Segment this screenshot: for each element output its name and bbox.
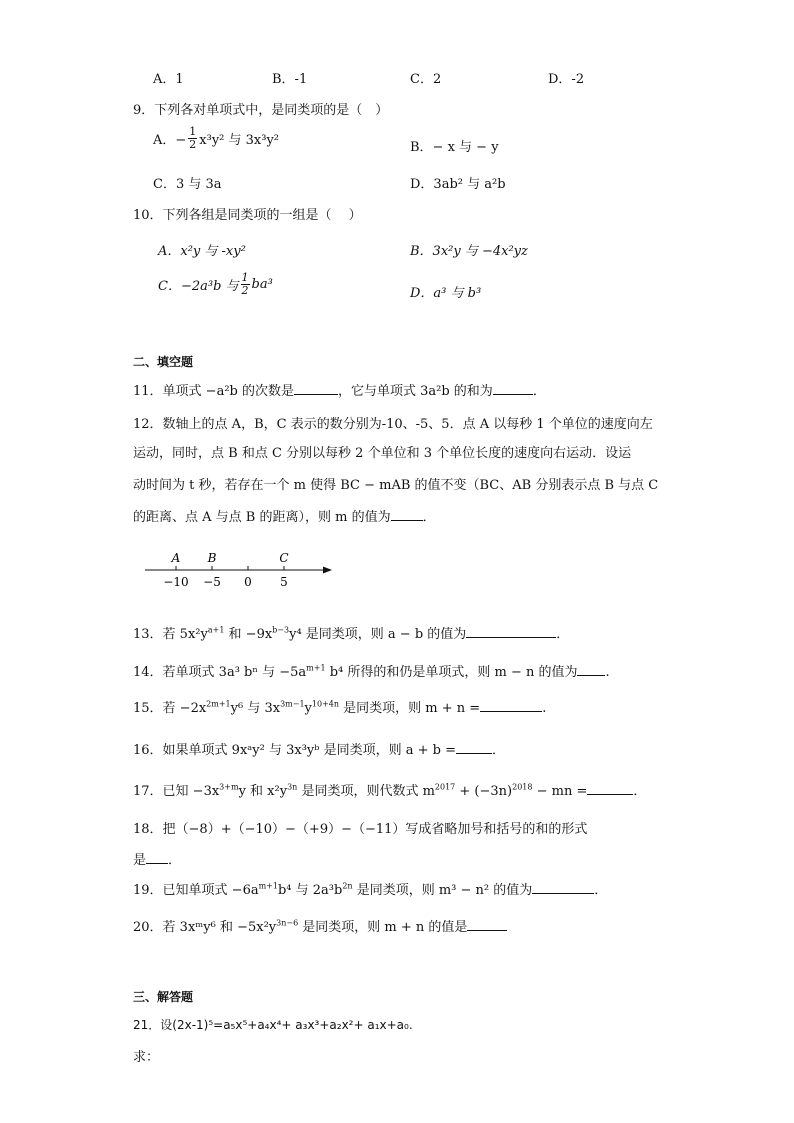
section-2-title: 二、填空题 (133, 355, 194, 369)
q12-line-4-text: 的距离、点 A 与点 B 的距离），则 m 的值为 (133, 510, 391, 525)
q15-mid-3: 是同类项，则 m + n = (339, 701, 481, 716)
q15-exp-1: 2m+1 (206, 699, 231, 709)
q20-blank[interactable] (467, 917, 507, 931)
q16-text: 16．如果单项式 9xᵃy² 与 3x³yᵇ 是同类项，则 a + b = (133, 743, 456, 758)
number-line-tick-label: −5 (203, 575, 221, 589)
q12-line-4 (133, 506, 436, 525)
q11-post: ． (532, 384, 546, 399)
q14 (133, 661, 610, 680)
q9-a-frac-num: 1 (189, 125, 197, 138)
q16-post: ． (492, 743, 506, 758)
q9-a-frac-den: 2 (189, 138, 197, 151)
q11-blank-2[interactable] (493, 381, 533, 395)
q8-option-b: B．-1 (272, 72, 308, 87)
q13-blank[interactable] (466, 624, 556, 638)
q10-option-a: A．x²y 与 -xy² (158, 244, 246, 259)
q20-pre: 20．若 3xᵐy⁶ 和 −5x²y (133, 920, 277, 935)
q8-option-a: A．1 (153, 72, 184, 87)
number-line-tick-label: 5 (280, 575, 288, 589)
q9-option-b: B．− x 与 − y (410, 140, 499, 155)
q16-blank[interactable] (456, 740, 492, 754)
section-3-title: 三、解答题 (133, 990, 194, 1004)
q17-exp-2: 3n (287, 782, 298, 792)
q17-post: ． (633, 784, 647, 799)
q15-blank[interactable] (480, 698, 542, 712)
q17-pre: 17．已知 −3x (133, 784, 220, 799)
q15-post: . (542, 701, 547, 716)
q19-mid-2: 是同类项，则 m³ − n² 的值为 (352, 883, 533, 898)
q12-blank[interactable] (391, 507, 423, 521)
q13-mid-2: y⁴ 是同类项，则 a − b 的值为 (289, 627, 467, 642)
q13-exp-2: b−3 (272, 625, 290, 635)
q10-stem: 10．下列各组是同类项的一组是（ ） (133, 208, 362, 223)
q8-option-d: D．-2 (548, 72, 585, 87)
q19-exp-1: m+1 (258, 881, 278, 891)
q19-exp-2: 2n (342, 881, 353, 891)
number-line-tick-label: −10 (163, 575, 189, 589)
q14-post: . (605, 665, 610, 680)
q10-c-suffix: ba³ (251, 277, 273, 292)
q19 (133, 879, 607, 898)
number-line-figure (140, 548, 340, 592)
q15-pre: 15．若 −2x (133, 701, 207, 716)
q17-exp-4: 2018 (512, 782, 533, 792)
q11-pre: 11．单项式 −a²b 的次数是 (133, 384, 294, 399)
q17-exp-3: 2017 (434, 782, 456, 792)
q8-option-c: C．2 (410, 72, 442, 87)
q14-exp: m+1 (306, 663, 326, 673)
q20-exp-1: 3n−6 (276, 918, 299, 928)
q19-mid-1: b⁴ 与 2a³b (277, 883, 343, 898)
q15-exp-3: 10+4n (311, 699, 340, 709)
q9-a-fraction (188, 126, 197, 151)
q17 (133, 780, 646, 799)
q10-option-d: D．a³ 与 b³ (410, 286, 482, 301)
q19-post: ． (594, 883, 608, 898)
q10-option-b: B．3x²y 与 −4x²yz (410, 244, 528, 259)
q9-a-suffix: x³y² 与 3x³y² (199, 133, 280, 148)
q14-text: 14．若单项式 3a³ bⁿ 与 −5a (133, 665, 307, 680)
q14-text-2: b⁴ 所得的和仍是单项式，则 m − n 的值为 (325, 665, 578, 680)
q12-line-4-end: ． (422, 510, 436, 525)
q17-mid-1: y 和 x²y (238, 784, 288, 799)
q15-mid-1: y⁶ 与 3x (230, 701, 281, 716)
q12-line-3: 动时间为 t 秒，若存在一个 m 使得 BC − mAB 的值不变（BC、AB 分别表示点 B 与点 C (133, 478, 659, 493)
q10-c-prefix: C．−2a³b 与 (158, 279, 239, 294)
q11-blank-1[interactable] (294, 381, 338, 395)
q10-c-fraction (241, 272, 250, 297)
q20 (133, 916, 507, 935)
number-line-point-b: B (207, 551, 217, 565)
q18-line-2 (133, 849, 181, 868)
q14-blank[interactable] (577, 662, 605, 676)
number-line-tick-label: 0 (244, 575, 252, 589)
q11-mid: ，它与单项式 3a²b 的和为 (337, 384, 493, 399)
q9-a-prefix: A．− (153, 133, 187, 148)
number-line-arrow (323, 567, 332, 574)
q9-stem: 9．下列各对单项式中，是同类项的是（ ） (133, 103, 389, 118)
q13-mid-1: 和 −9x (224, 627, 273, 642)
q17-exp-1: 3+m (219, 782, 239, 792)
q21-line-2: 求： (133, 1050, 160, 1065)
q16 (133, 739, 505, 758)
q12-line-1: 12．数轴上的点 A，B，C 表示的数分别为-10、-5、5．点 A 以每秒 1 个单位的速度向左 (133, 417, 653, 432)
q19-pre: 19．已知单项式 −6a (133, 883, 259, 898)
q10-option-c (158, 272, 273, 297)
q17-mid-2: 是同类项，则代数式 m (297, 784, 435, 799)
q10-c-frac-den: 2 (241, 284, 249, 297)
q9-option-a (153, 126, 279, 151)
q12-line-2: 运动，同时，点 B 和点 C 分别以每秒 2 个单位和 3 个单位长度的速度向右运动．设运 (133, 446, 632, 461)
q19-blank[interactable] (532, 880, 594, 894)
q18-blank[interactable] (146, 850, 168, 864)
q18-line-2-text: 是 (133, 853, 147, 868)
q18-post: ． (168, 853, 182, 868)
q9-option-d: D．3ab² 与 a²b (410, 177, 506, 192)
q17-blank[interactable] (587, 781, 633, 795)
q13 (133, 623, 569, 642)
q17-mid-3: + (−3n) (455, 784, 513, 799)
number-line-point-a: A (171, 551, 181, 565)
q17-mid-4: − mn = (532, 784, 588, 799)
q20-mid-1: 是同类项，则 m + n 的值是 (298, 920, 468, 935)
q11 (133, 380, 546, 399)
q15-exp-2: 3m−1 (280, 699, 305, 709)
q13-pre: 13．若 5x²y (133, 627, 208, 642)
q13-post: ． (556, 627, 570, 642)
q13-exp-1: a+1 (207, 625, 225, 635)
q10-c-frac-num: 1 (241, 271, 249, 284)
q9-option-c: C．3 与 3a (153, 177, 222, 192)
q18-line-1: 18．把（−8）+（−10）−（+9）−（−11）写成省略加号和括号的和的形式 (133, 822, 588, 837)
q15 (133, 697, 546, 716)
q15-mid-2: y (304, 701, 312, 716)
number-line-point-c: C (279, 551, 289, 565)
q21-line-1: 21．设(2x-1)⁵=a₅x⁵+a₄x⁴+ a₃x³+a₂x²+ a₁x+a₀. (133, 1018, 413, 1032)
